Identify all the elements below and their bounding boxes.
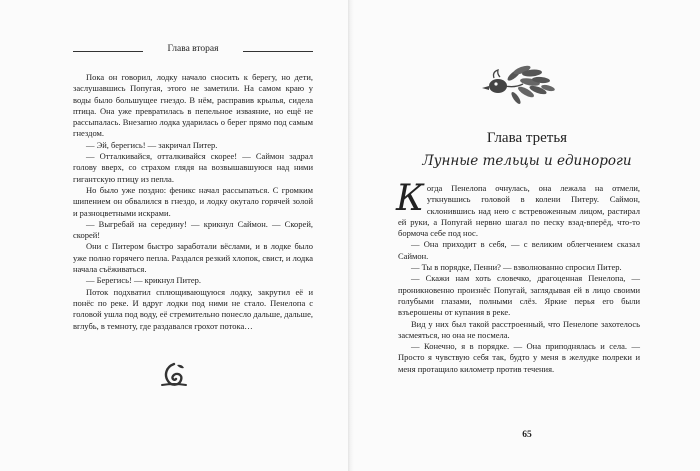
chapter-title: Лунные тельцы и единороги: [422, 153, 632, 169]
paragraph: — Конечно, я в порядке. — Она приподнялась и села. — Просто я чувствую себя так, будто у меня в желудке полреки и меня протащило километр против течения.: [398, 341, 640, 374]
paragraph: Пока он говорил, лодку начало сносить к берегу, но дети, заслушавшись Попугая, этого не заметили. На самом краю у воды было большущее гнездо. В нём, расправив крылья, сидела птица. Она уже превратилась в пепельное изваяние, но ещё не рассыпалась. Внезапно лодка ударилась о берег прямо под самым гнездом.: [73, 72, 313, 139]
paragraph: — Она приходит в себя, — с великим облегчением сказал Саймон.: [398, 239, 640, 261]
paragraph: — Эй, берегись! — закричал Питер.: [86, 139, 218, 150]
running-head-rule-left: [73, 51, 143, 52]
chapter-number: Глава третья: [486, 130, 568, 146]
running-head-rule-right: [243, 51, 313, 52]
paragraph-text: огда Пенелопа очнулась, она лежала на отмели, уткнувшись головой в колени Питеру. Саймон, склонившись над нею с встревоженным лицом, растирал ей руки, а Попугай нервно шагал по песку взад-вперёд, что-то бормоча себе под нос.: [398, 183, 640, 239]
paragraph: Но было уже поздно: феникс начал рассыпаться. С громким шипением он обвалился в гнездо, и лодку окутало горячей золой и разноцветными искрами.: [73, 184, 313, 218]
vine-ornament-icon: [158, 361, 190, 389]
paragraph: Они с Питером быстро заработали вёслами, и в лодке было уже полно горячего пепла. Раздался резкий хлопок, свист, и лодка начала съёживаться.: [73, 241, 313, 275]
left-page: [0, 0, 348, 471]
bird-leaves-ornament-icon: [478, 56, 578, 116]
paragraph: — Ты в порядке, Пенни? — взволнованно спросил Питер.: [411, 262, 622, 273]
paragraph: [396, 178, 640, 239]
paragraph: — Скажи нам хоть словечко, драгоценная Пенелопа, — проникновенно произнёс Попугай, заглядывая ей в лицо своими голубыми глазами, полными слёз. Яркие перья его были взъерошены от купания в реке.: [398, 273, 640, 318]
running-head-title: Глава вторая: [167, 44, 219, 54]
paragraph: — Берегись! — крикнул Питер.: [86, 275, 201, 286]
left-body-text: [73, 72, 313, 332]
right-page: [354, 0, 700, 471]
page-number: 65: [522, 430, 532, 440]
paragraph: Вид у них был такой расстроенный, что Пенелопе захотелось засмеяться, но она не посмела.: [398, 318, 640, 340]
paragraph: — Отталкивайся, отталкивайся скорее! — Саймон задрал голову вверх, со страхом глядя на возвышавшуюся над ними гигантскую птицу из пепла.: [73, 151, 313, 184]
paragraph: — Выгребай на середину! — крикнул Саймон. — Скорей, скорей!: [73, 218, 313, 241]
drop-cap: К: [396, 178, 424, 219]
right-body-text: [396, 178, 640, 375]
paragraph: Поток подхватил сплющивающуюся лодку, закрутил её и понёс по реке. И вдруг лодки под ними не стало. Пенелопа с головой ушла под воду, её стремительно понесло дальше, дальше, вглубь, в темноту, где раздавался грохот потока…: [73, 286, 313, 331]
